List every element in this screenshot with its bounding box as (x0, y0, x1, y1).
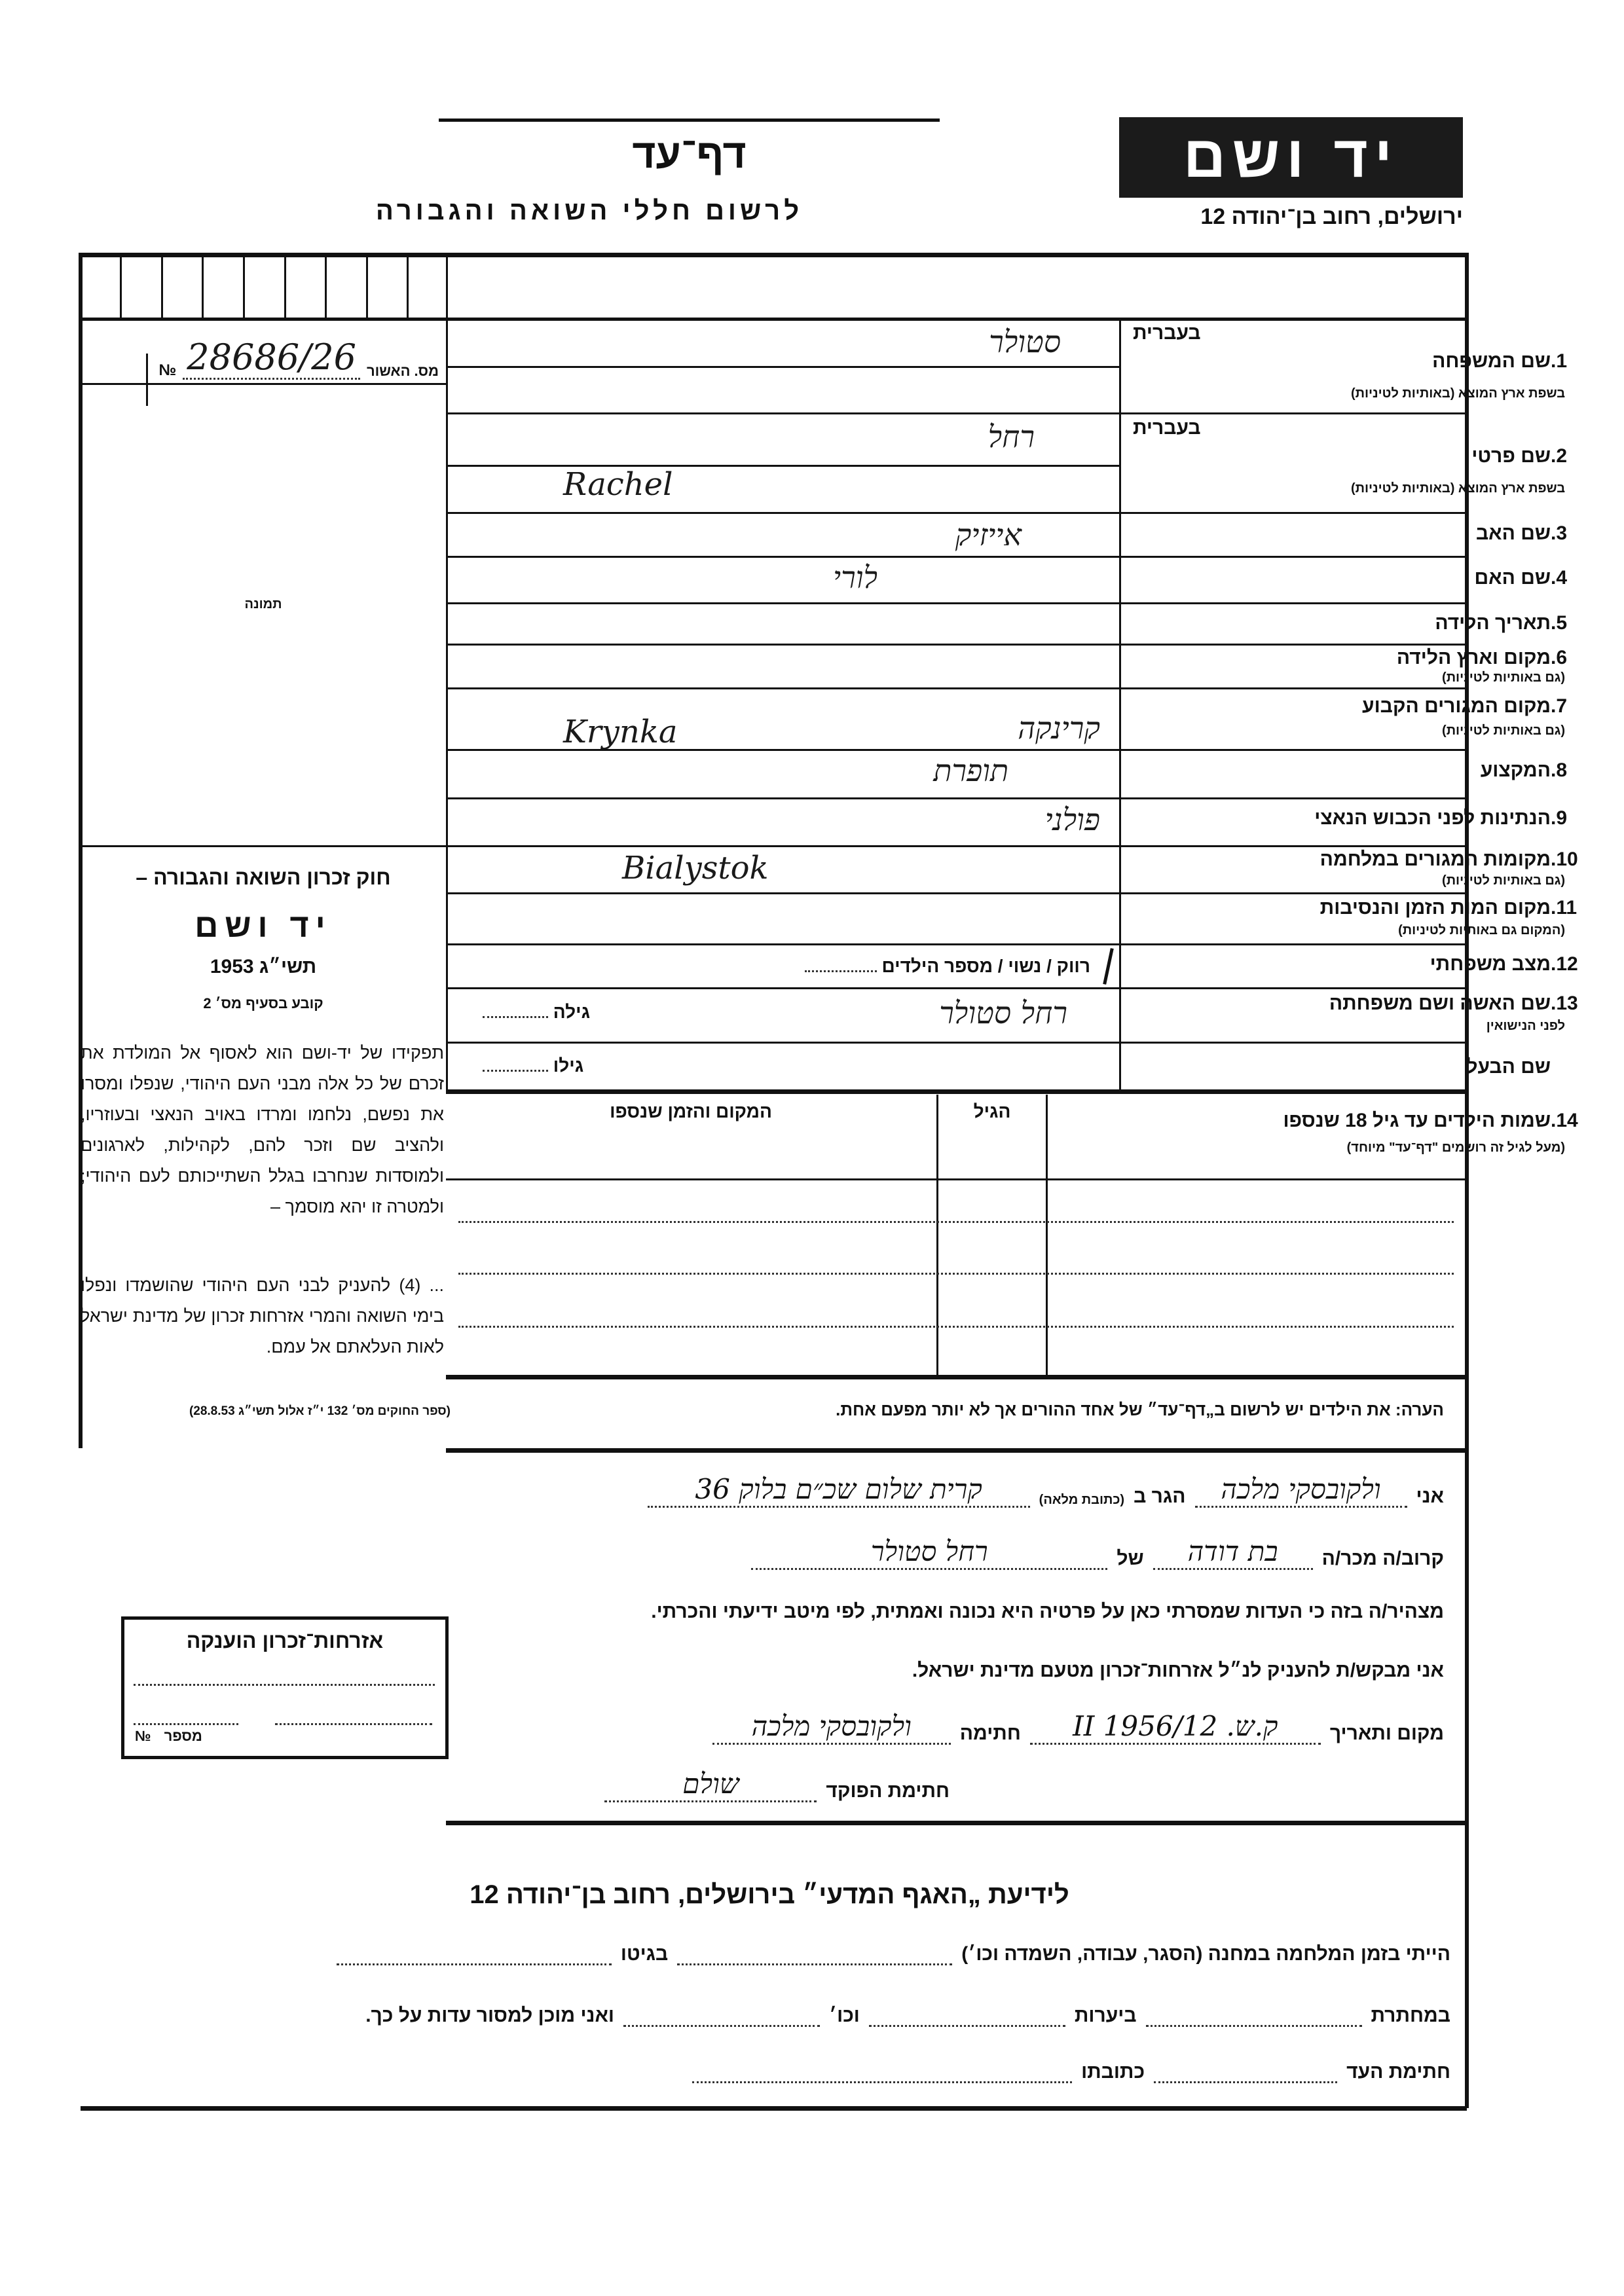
declaration-line-6 (604, 1768, 950, 1802)
row-line (81, 845, 446, 847)
witness-signature-label: חתימת העד (1346, 2061, 1450, 2083)
label-children: 14.שמות הילדים עד גיל 18 שנספו (1283, 1110, 1578, 1131)
header-address: ירושלים, רחוב בן־יהודה 12 (1200, 204, 1463, 229)
declaration-line-1 (648, 1473, 1444, 1508)
label-wartime-residence: 10.מקומות המגורים במלחמה (1320, 848, 1578, 870)
top-cell-divider (120, 253, 122, 318)
row-line (446, 556, 1467, 558)
law-name: יד ושם (194, 907, 332, 944)
approval-row-tick (146, 354, 148, 406)
underground-blank[interactable] (1146, 2022, 1362, 2027)
collector-label: חתימת הפוקד (826, 1780, 950, 1802)
law-clause: קובע בסעיף מס׳ 2 (203, 995, 323, 1011)
signature-field[interactable]: ולקובסקי מלכה (712, 1710, 951, 1745)
children-age-divider-right (1046, 1095, 1048, 1375)
bottom-line-3 (692, 2061, 1450, 2083)
top-cell-divider (284, 253, 286, 318)
approval-row-line (81, 383, 446, 385)
approval-number-row (92, 321, 439, 380)
declarant-name-field[interactable]: ולקובסקי מלכה (1195, 1473, 1407, 1508)
note-top-border (446, 1375, 1467, 1379)
law-heading: חוק זכרון השואה והגבורה – (136, 866, 391, 889)
award-box-line[interactable] (134, 1723, 238, 1725)
children-place-header: המקום והזמן שנספו (610, 1101, 772, 1121)
logo-text: יד ושם (1183, 124, 1399, 190)
resides-label: הגר ב (1134, 1485, 1186, 1507)
etc-label: וכו׳ (828, 2005, 860, 2026)
law-footnote: (ספר החוקים מס׳ 132 י״ז אלול תשי״ג 28.8.53) (189, 1404, 451, 1418)
children-count-blank[interactable] (805, 968, 877, 972)
top-cell-divider (202, 253, 204, 318)
sublabel-permanent-residence: (גם באותיות לטיניות) (1442, 723, 1565, 738)
testify-label: ואני מוכן למסור עדות על כך. (365, 2005, 614, 2026)
value-father-name[interactable]: אייזיק (955, 517, 1022, 553)
value-residence-latin[interactable]: Krynka (563, 714, 678, 750)
form-top-border (81, 253, 1467, 257)
ghetto-blank[interactable] (337, 1961, 612, 1965)
value-nationality[interactable]: פולני (1044, 802, 1100, 837)
place-date-field[interactable]: ק.ש. 12/II 1956 (1030, 1710, 1321, 1745)
row-line (446, 1042, 1467, 1044)
row-line (446, 602, 1467, 604)
label-mother-name: 4.שם האם (1474, 567, 1568, 589)
value-profession[interactable]: תופרת (933, 753, 1008, 788)
camp-blank[interactable] (677, 1961, 952, 1965)
marital-options-text: רווק / נשוי / מספר הילדים (881, 956, 1090, 976)
top-cell-divider (161, 253, 163, 318)
declaration-line-2 (751, 1535, 1444, 1570)
value-wife-name[interactable]: רחל סטולר (939, 995, 1067, 1030)
label-marital-status: 12.מצב משפחתי (1430, 953, 1578, 975)
relation-of-field[interactable]: רחל סטולר (751, 1535, 1107, 1570)
address-field[interactable]: קרית שלום שכ״ם בלוק 36 (648, 1473, 1030, 1508)
relation-field[interactable]: בת דודה (1153, 1535, 1313, 1570)
note-text: הערה: את הילדים יש לרשום ב„דף־עד״ של אחד ההורים אך לא יותר מפעם אחת. (836, 1400, 1444, 1419)
witness-signature-blank[interactable] (1154, 2079, 1337, 2083)
husband-age-field[interactable] (483, 1055, 583, 1076)
children-row-line[interactable] (458, 1326, 1454, 1328)
children-row-line[interactable] (458, 1221, 1454, 1223)
children-row-line (446, 1178, 1467, 1180)
award-number-label (135, 1728, 202, 1745)
place-date-label: מקום ותאריך (1329, 1722, 1444, 1744)
declaration-line-5 (712, 1710, 1444, 1745)
hebrew-tag: בעברית (1133, 322, 1201, 344)
law-paragraph-1: תפקידו של יד-ושם הוא לאסוף אל המולדת את זכרם של כל אלה מבני העם היהודי, שנפלו ומסרו את נפשם, נלחמו ומרדו באויב הנאצי ובעוזריו, ולהציב שם וזכר להם, לקהילות, לארגונים ולמוסדות שנחרבו בגלל השתייכותם לעם היהודי; ולמטרה זו יהא מוסמך – (81, 1043, 444, 1216)
form-right-border (1465, 253, 1469, 2108)
approval-label: מס. האשור (366, 363, 439, 379)
form-left-border (79, 253, 83, 1448)
row-line (446, 797, 1467, 799)
row-line (446, 987, 1467, 989)
value-first-name-latin[interactable]: Rachel (563, 466, 673, 503)
children-age-header: הגיל (973, 1101, 1011, 1121)
row-line (446, 892, 1467, 894)
ghetto-label: בגיטו (620, 1943, 669, 1965)
label-family-name: 1.שם המשפחה (1432, 350, 1568, 372)
label-father-name: 3.שם האב (1475, 522, 1568, 544)
law-paragraph-2: ... (4) להעניק לבני העם היהודי שהושמדו ונפלו בימי השואה והמרי אזרחות זכרון של מדינת ישראל לאות העלאתם אל עמם. (81, 1275, 444, 1357)
declaration-request (912, 1660, 1444, 1682)
top-cell-divider (325, 253, 327, 318)
wife-age-label: גילה (553, 1002, 591, 1022)
label-birth-place: 6.מקום וארץ הלידה (1396, 647, 1568, 668)
yad-vashem-logo (1119, 117, 1463, 198)
award-box (121, 1616, 449, 1759)
row-line (446, 465, 1119, 467)
row-line (446, 644, 1467, 646)
husband-age-label: גילו (553, 1055, 584, 1076)
row-line (446, 687, 1467, 689)
label-husband-name: שם הבעל (1466, 1056, 1551, 1078)
label-nationality: 9.הנתינות לפני הכבוש הנאצי (1314, 807, 1568, 829)
top-cell-divider (407, 253, 409, 318)
hebrew-tag: בעברית (1133, 417, 1201, 439)
label-wife-name: 13.שם האשה ושם משפחתה (1329, 993, 1578, 1014)
sublabel-family-name: בשפת ארץ המוצא (באותיות לטיניות) (1350, 386, 1565, 401)
page-title: דף־עד (632, 132, 747, 177)
label-first-name: 2.שם פרטי (1471, 445, 1568, 467)
sublabel-death-place: (המקום גם באותיות לטיניות) (1398, 923, 1565, 938)
sublabel-wartime-residence: (גם באותיות לטיניות) (1442, 873, 1565, 888)
value-residence-hebrew[interactable]: קרינקה (1018, 710, 1100, 746)
bottom-line-2 (365, 2005, 1450, 2027)
award-box-title: אזרחות־זכרון הוענקה (186, 1629, 384, 1652)
top-cell-divider (243, 253, 245, 318)
label-permanent-residence: 7.מקום המגורים הקבוע (1362, 695, 1568, 717)
sublabel-wife-name: לפני הנישואין (1486, 1019, 1565, 1033)
award-no-label: № (135, 1728, 151, 1744)
request-text: אני מבקש/ת להעניק לנ״ל אזרחות־זכרון מטעם מדינת ישראל. (912, 1660, 1444, 1681)
signature-label: חתימה (959, 1722, 1021, 1744)
row-line (446, 366, 1119, 368)
of-label: של (1116, 1548, 1144, 1569)
children-age-divider-left (936, 1095, 938, 1375)
forests-label: ביערות (1074, 2005, 1137, 2026)
declaration-bottom-border (446, 1821, 1467, 1825)
underground-label: במחתרת (1371, 2005, 1450, 2026)
declaration-statement (651, 1601, 1444, 1623)
i-label: אני (1416, 1485, 1444, 1507)
value-wartime-residence[interactable]: Bialystok (622, 850, 769, 886)
full-address-hint: (כתובת מלאה) (1039, 1493, 1125, 1507)
witness-address-blank[interactable] (692, 2079, 1072, 2083)
marital-status-options[interactable] (805, 956, 1090, 977)
children-row-line[interactable] (458, 1273, 1454, 1275)
bottom-title: לידיעת „האגף המדעי״ בירושלים, רחוב בן־יהודה 12 (470, 1880, 1069, 1909)
label-column-divider (1119, 318, 1121, 1089)
value-family-name-hebrew[interactable]: סטולר (989, 324, 1061, 359)
sublabel-birth-place: (גם באותיות לטיניות) (1442, 670, 1565, 685)
top-cell-divider (366, 253, 368, 318)
value-first-name-hebrew[interactable]: רחל (987, 419, 1035, 454)
no-label: № (158, 361, 177, 379)
row-line (446, 845, 1467, 847)
row-line (446, 512, 1467, 514)
witness-address-label: כתובתו (1081, 2061, 1145, 2083)
camp-label: הייתי בזמן המלחמה במחנה (הסגר, עבודה, השמדה וכו׳) (961, 1943, 1450, 1965)
relation-label: קרוב/ה מכר/ה (1321, 1548, 1444, 1569)
statement-text: מצהיר/ה בזה כי העדות שמסרתי כאן על פרטיה היא נכונה ואמתית, לפי מיטב ידיעתי והכרתי. (651, 1601, 1444, 1622)
label-profession: 8.המקצוע (1480, 759, 1568, 781)
marital-check-stroke (1103, 948, 1114, 985)
wife-age-blank[interactable] (483, 1013, 548, 1018)
title-rule (439, 118, 940, 122)
label-death-place: 11.מקום המות הזמן והנסיבות (1320, 897, 1578, 919)
note-bottom-border (446, 1448, 1467, 1453)
law-year: תשי״ג 1953 (210, 956, 317, 977)
husband-age-blank[interactable] (483, 1067, 548, 1072)
row-line (446, 412, 1467, 414)
forests-blank[interactable] (869, 2022, 1065, 2027)
middle-column-divider (446, 253, 448, 1089)
etc-blank[interactable] (623, 2022, 820, 2027)
form-bottom-border (81, 2106, 1467, 2111)
sublabel-first-name: בשפת ארץ המוצא (באותיות לטיניות) (1350, 481, 1565, 496)
award-box-line[interactable] (134, 1684, 435, 1686)
award-number-text: מספר (164, 1728, 202, 1744)
collector-signature-field[interactable]: שולם (604, 1768, 817, 1802)
photo-label: תמונה (244, 597, 282, 611)
bottom-line-1 (337, 1943, 1450, 1965)
page-subtitle: לרשום חללי השואה והגבורה (375, 196, 803, 225)
sublabel-children: (מעל לגיל זה רושמים "דף־עד" מיוחד) (1346, 1140, 1565, 1155)
approval-number: 28686/26 (183, 337, 360, 380)
value-mother-name[interactable]: לורי (833, 560, 877, 595)
label-birth-date: 5.תאריך הלידה (1435, 612, 1568, 634)
children-section-border (446, 1089, 1467, 1094)
row-line (446, 943, 1467, 945)
award-box-line[interactable] (275, 1723, 432, 1725)
wife-age-field[interactable] (483, 1002, 590, 1023)
